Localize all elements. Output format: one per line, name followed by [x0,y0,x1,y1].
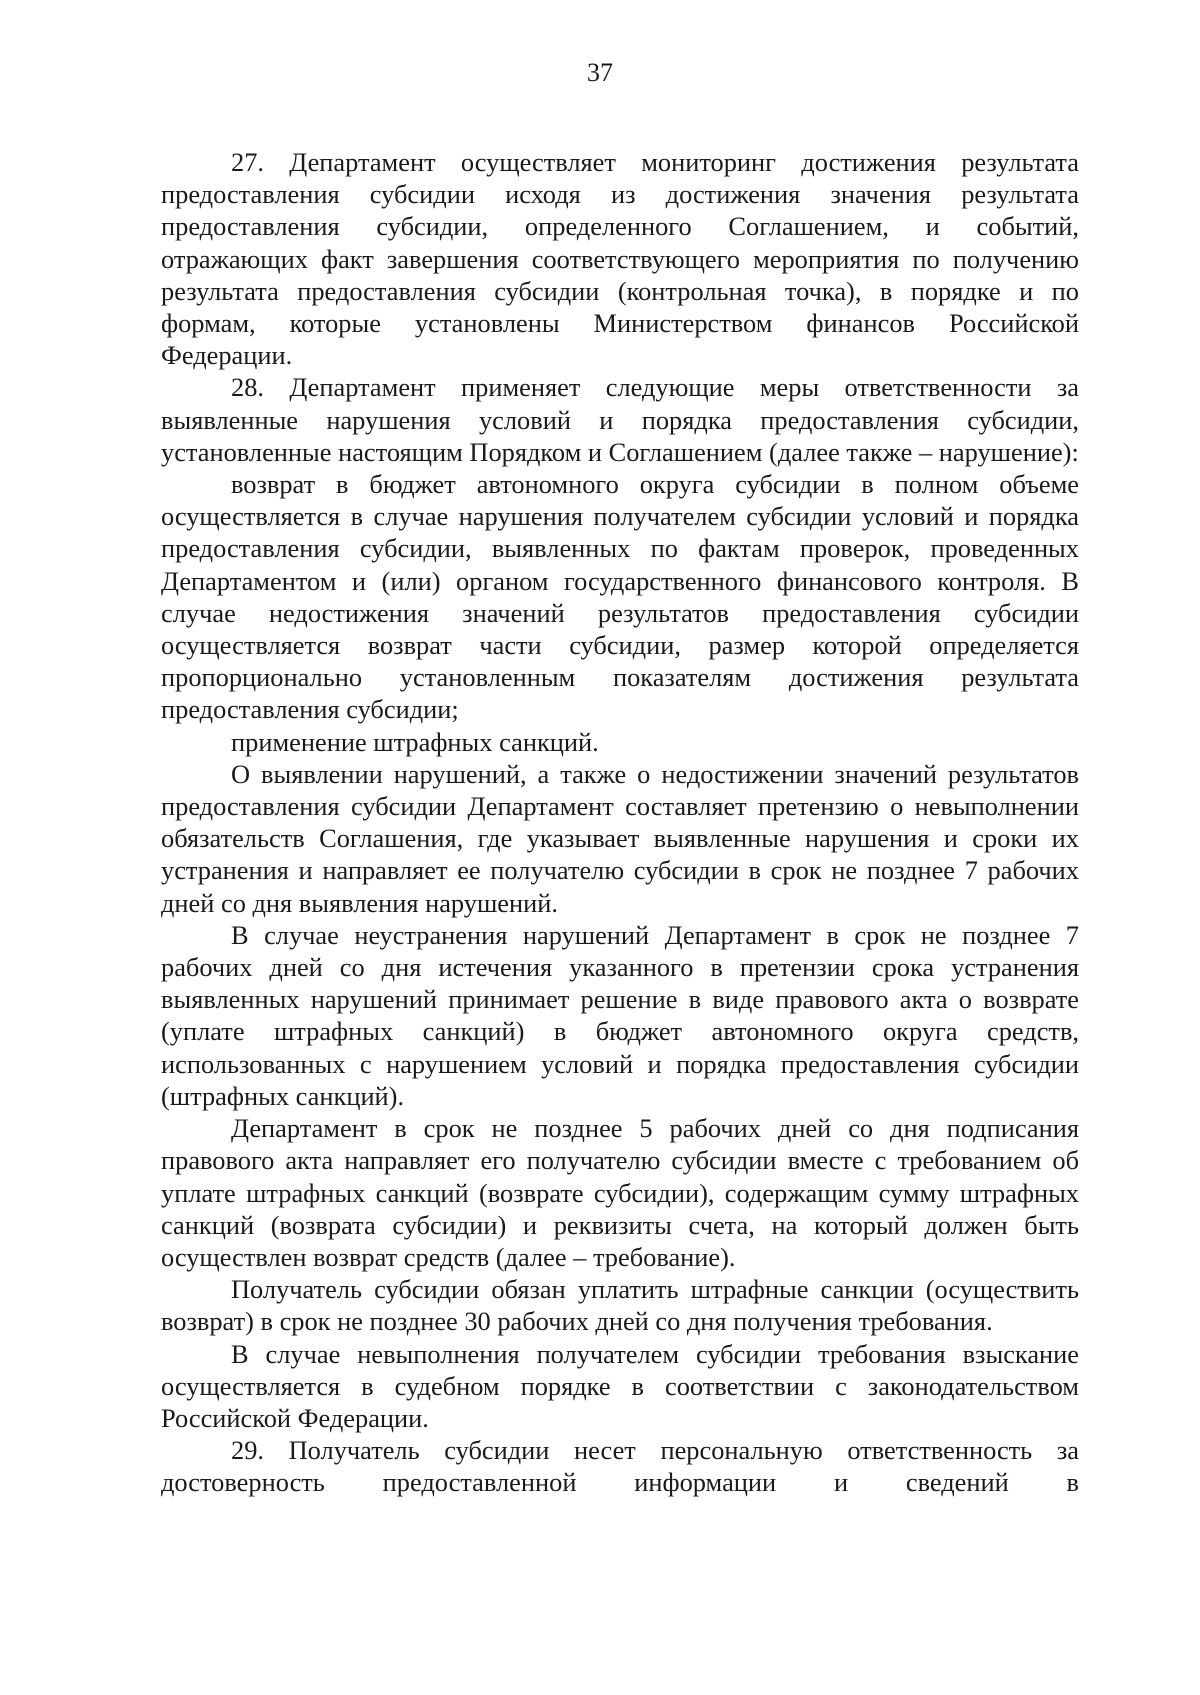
paragraph-payment-deadline: Получатель субсидии обязан уплатить штрафные санкции (осуществить возврат) в срок не позднее 30 рабочих дней со дня получения требования. [161,1274,1079,1337]
page-number: 37 [587,58,613,87]
paragraph-penalty-measure: применение штрафных санкций. [231,726,599,757]
paragraph-non-elimination: В случае неустранения нарушений Департамент в срок не позднее 7 рабочих дней со дня истечения указанного в претензии срока устранения выявленных нарушений принимает решение в виде правового акта о возврате (уплате штрафных санкций) в бюджет автономного округа средств, использованных с нарушением условий и порядка предоставления субсидии (штрафных санкций). [161,919,1079,1111]
paragraph-requirement: Департамент в срок не позднее 5 рабочих дней со дня подписания правового акта направляет его получателю субсидии вместе с требованием об уплате штрафных санкций (возврате субсидии), содержащим сумму штрафных санкций (возврата субсидии) и реквизиты счета, на который должен быть осуществлен возврат средств (далее – требование). [161,1113,1079,1272]
document-body [161,146,1079,1499]
paragraph-judicial-recovery: В случае невыполнения получателем субсидии требования взыскание осуществляется в судебном порядке в соответствии с законодательством Российской Федерации. [161,1338,1079,1433]
paragraph-29: 29. Получатель субсидии несет персональную ответственность за достоверность предоставленной информации и сведений в [161,1435,1079,1498]
paragraph-claim: О выявлении нарушений, а также о недостижении значений результатов предоставления субсидии Департамент составляет претензию о невыполнении обязательств Соглашения, где указывает выявленные нарушения и сроки их устранения и направляет ее получателю субсидии в срок не позднее 7 рабочих дней со дня выявления нарушений. [161,758,1079,918]
paragraph-27: 27. Департамент осуществляет мониторинг достижения результата предоставления субсидии исходя из достижения значения результата предоставления субсидии, определенного Соглашением, и событий, отражающих факт завершения соответствующего мероприятия по получению результата предоставления субсидии (контрольная точка), в порядке и по формам, которые установлены Министерством финансов Российской Федерации. [161,147,1079,371]
paragraph-28: 28. Департамент применяет следующие меры ответственности за выявленные нарушения условий и порядка предоставления субсидии, установленные настоящим Порядком и Соглашением (далее также – нарушение): [161,372,1079,467]
paragraph-refund-measure: возврат в бюджет автономного округа субсидии в полном объеме осуществляется в случае нарушения получателем субсидии условий и порядка предоставления субсидии, выявленных по фактам проверок, проведенных Департаментом и (или) органом государственного финансового контроля. В случае недостижения значений результатов предоставления субсидии осуществляется возврат части субсидии, размер которой определяется пропорционально установленным показателям достижения результата предоставления субсидии; [161,469,1079,725]
